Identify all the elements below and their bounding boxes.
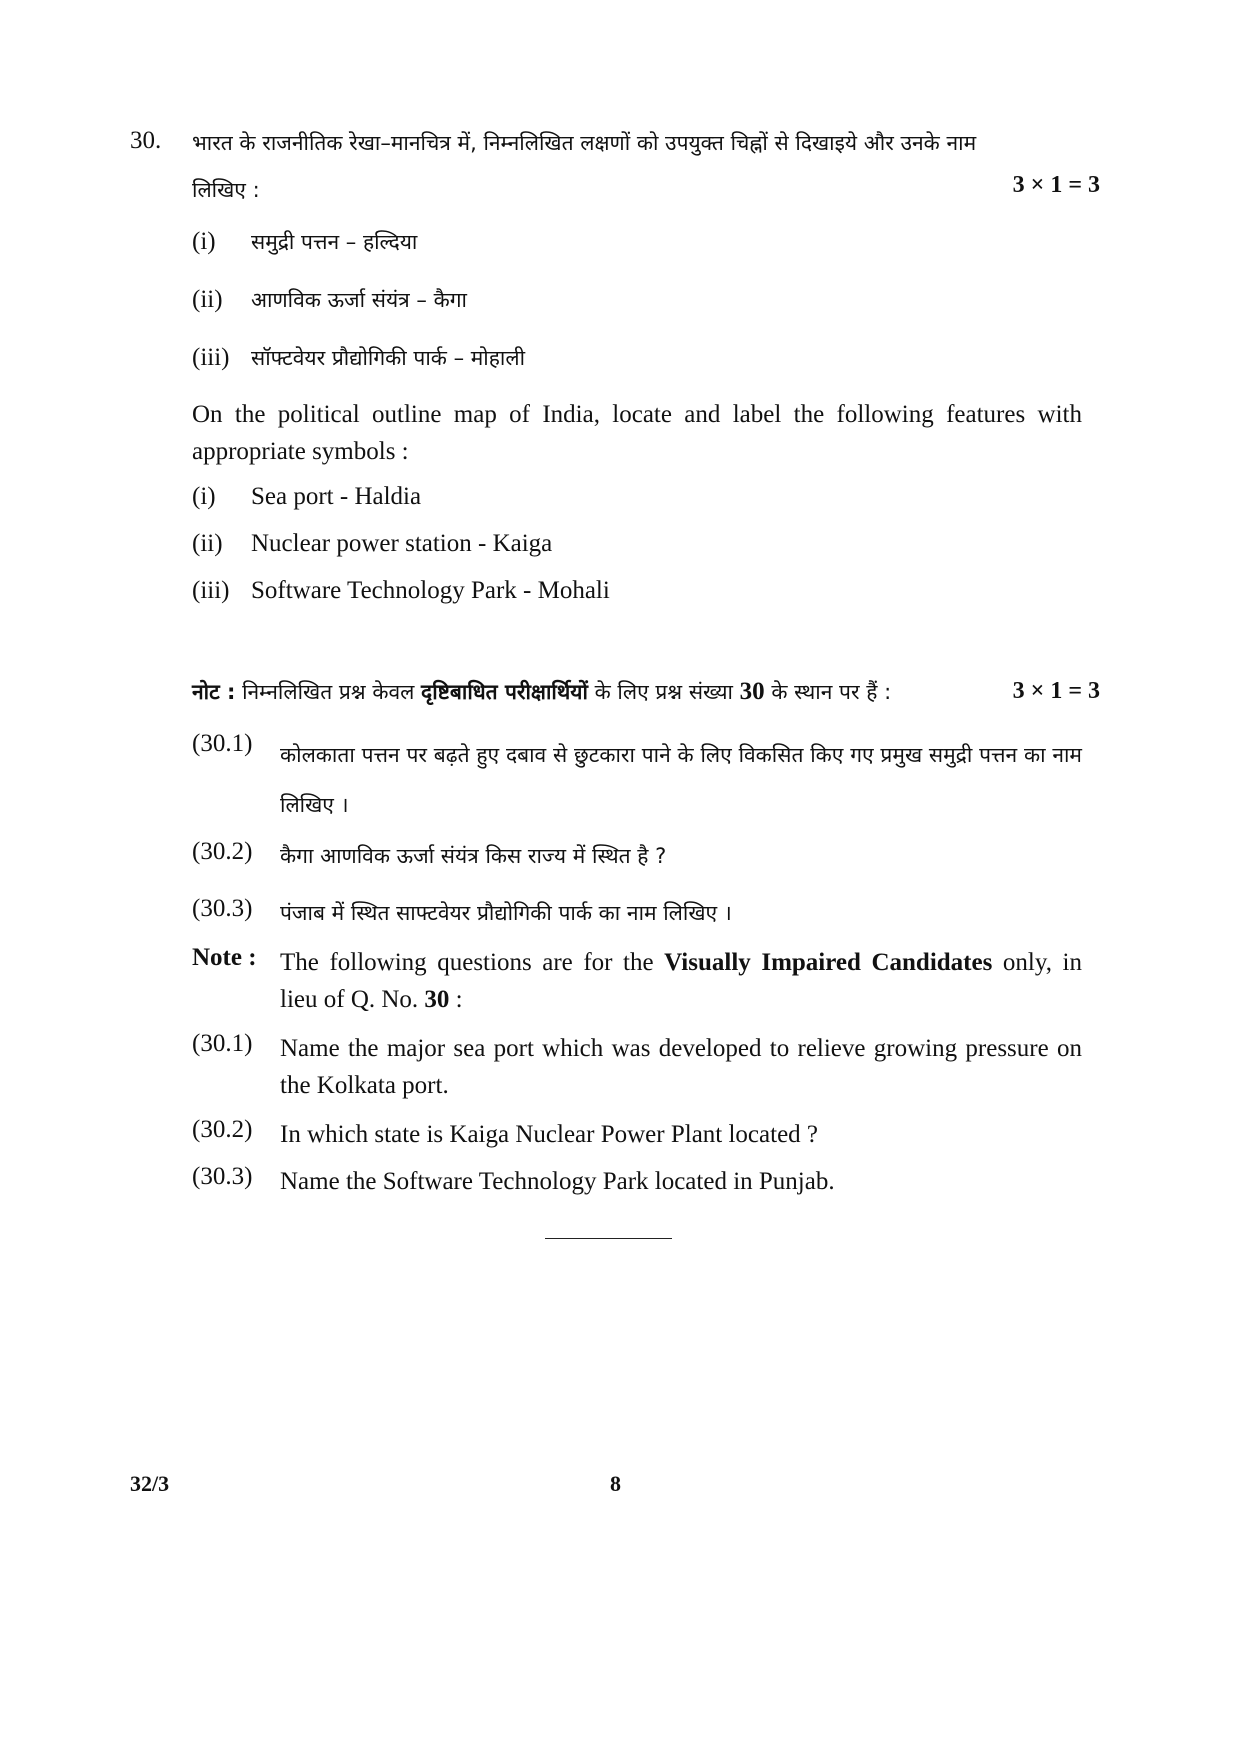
item-label: (30.1) <box>192 730 253 757</box>
item-text: कैगा आणविक ऊर्जा संयंत्र किस राज्य में स्थित है ? <box>280 844 667 868</box>
question-hindi-line1: भारत के राजनीतिक रेखा–मानचित्र में, निम्नलिखित लक्षणों को उपयुक्त चिह्नों से दिखाइये और उनके नाम <box>192 131 977 155</box>
item-text: कोलकाता पत्तन पर बढ़ते हुए दबाव से छुटकारा पाने के लिए विकसित किए गए प्रमुख समुद्री पत्तन का नाम लिखिए । <box>280 743 1082 817</box>
english-note-item <box>192 1116 1082 1153</box>
item-label: (i) <box>192 483 216 510</box>
hindi-note-text-after: के लिए प्रश्न संख्या <box>594 680 733 704</box>
english-note-bold: Visually Impaired Candidates <box>664 949 993 976</box>
item-label: (ii) <box>192 286 223 313</box>
english-item <box>192 483 1082 511</box>
hindi-item <box>192 228 1082 256</box>
hindi-note-qno: 30 <box>739 678 765 705</box>
english-note-item <box>192 1163 1082 1200</box>
english-note-text <box>280 944 1082 1018</box>
hindi-note-item <box>192 730 1082 830</box>
item-text: Nuclear power station - Kaiga <box>251 530 553 557</box>
english-note-text-end: : <box>455 986 463 1013</box>
question-hindi-line2: लिखिए : <box>192 178 260 202</box>
item-text: समुद्री पत्तन – हल्दिया <box>251 230 418 254</box>
question-marks: 3 × 1 = 3 <box>1012 172 1100 198</box>
hindi-item <box>192 286 1082 314</box>
hindi-note-bold: दृष्टिबाधित परीक्षार्थियों <box>421 680 588 704</box>
english-instruction: On the political outline map of India, locate and label the following features with appropriate symbols : <box>192 401 1082 465</box>
page-number: 8 <box>610 1471 621 1496</box>
hindi-item <box>192 344 1082 372</box>
english-note-item <box>192 1030 1082 1104</box>
english-note <box>192 944 1082 1018</box>
english-item <box>192 530 1082 558</box>
hindi-note-text-before: निम्नलिखित प्रश्न केवल <box>242 680 415 704</box>
item-text: In which state is Kaiga Nuclear Power Plant located ? <box>280 1121 819 1148</box>
item-label: (30.1) <box>192 1030 253 1057</box>
hindi-note-label: नोट : <box>192 680 236 704</box>
english-note-label: Note : <box>192 944 257 971</box>
hindi-note-marks: 3 × 1 = 3 <box>1012 678 1100 704</box>
item-label: (ii) <box>192 530 223 557</box>
item-label: (iii) <box>192 577 230 604</box>
hindi-note-item <box>192 895 1082 932</box>
hindi-note-line <box>192 678 891 706</box>
item-text: पंजाब में स्थित साफ्टवेयर प्रौद्योगिकी पार्क का नाम लिखिए । <box>280 901 732 925</box>
item-text: Sea port - Haldia <box>251 483 422 510</box>
item-text: Software Technology Park - Mohali <box>251 577 610 604</box>
english-note-text-before: The following questions are for the <box>280 949 654 976</box>
item-text: Name the major sea port which was developed to relieve growing pressure on the Kolkata port. <box>280 1035 1082 1099</box>
item-text: सॉफ्टवेयर प्रौद्योगिकी पार्क – मोहाली <box>251 346 526 370</box>
end-rule <box>545 1238 672 1239</box>
hindi-note-item <box>192 838 1082 875</box>
item-label: (30.3) <box>192 1163 253 1190</box>
item-label: (30.3) <box>192 895 253 922</box>
item-label: (iii) <box>192 344 230 371</box>
item-label: (30.2) <box>192 838 253 865</box>
english-note-text-after: only, in lieu of Q. No. <box>280 949 1082 1013</box>
paper-code: 32/3 <box>130 1471 170 1496</box>
english-item <box>192 577 1082 605</box>
hindi-note-text-end: के स्थान पर हैं : <box>771 680 892 704</box>
item-label: (30.2) <box>192 1116 253 1143</box>
english-note-qno: 30 <box>424 986 450 1013</box>
item-label: (i) <box>192 228 216 255</box>
item-text: आणविक ऊर्जा संयंत्र – कैगा <box>251 288 467 312</box>
question-number: 30. <box>130 127 162 154</box>
item-text: Name the Software Technology Park located in Punjab. <box>280 1168 835 1195</box>
